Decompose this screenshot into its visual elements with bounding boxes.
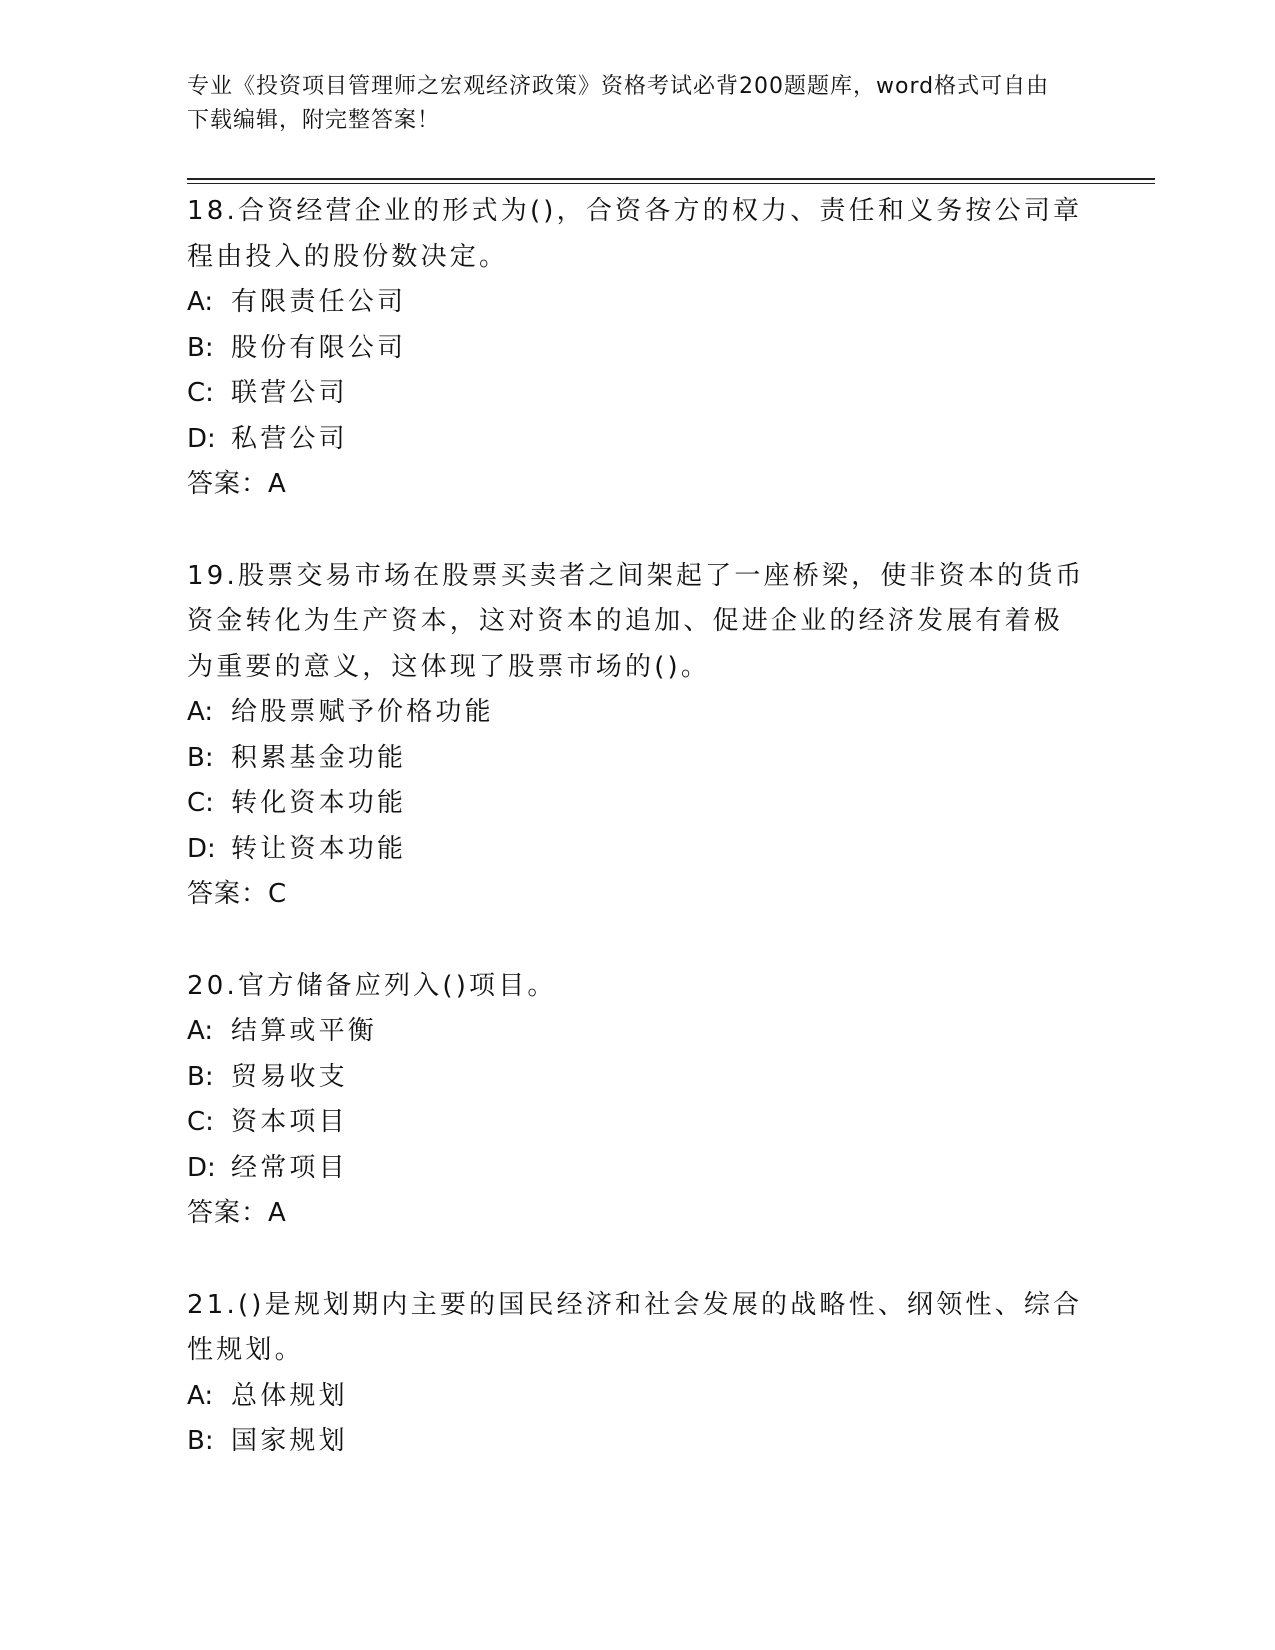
option-a bbox=[187, 1009, 1087, 1055]
option-a bbox=[187, 280, 1087, 326]
option-text: 转化资本功能 bbox=[231, 788, 407, 818]
option-text: 有限责任公司 bbox=[231, 287, 407, 317]
question-stem: 21.()是规划期内主要的国民经济和社会发展的战略性、纲领性、综合性规划。 bbox=[187, 1289, 1083, 1365]
question-21 bbox=[187, 1283, 1087, 1465]
option-text: 结算或平衡 bbox=[231, 1016, 378, 1046]
option-d bbox=[187, 1146, 1087, 1192]
option-b bbox=[187, 736, 1087, 782]
option-key: C: bbox=[187, 378, 214, 408]
option-a bbox=[187, 1374, 1087, 1420]
question-stem: 20.官方储备应列入()项目。 bbox=[187, 970, 557, 1001]
question-18 bbox=[187, 189, 1087, 508]
option-c bbox=[187, 371, 1087, 417]
option-key: C: bbox=[187, 1107, 214, 1137]
option-text: 给股票赋予价格功能 bbox=[231, 697, 494, 727]
question-stem: 19.股票交易市场在股票买卖者之间架起了一座桥梁，使非资本的货币资金转化为生产资本，这对资本的追加、促进企业的经济发展有着极为重要的意义，这体现了股票市场的()。 bbox=[187, 560, 1085, 682]
option-text: 积累基金功能 bbox=[231, 742, 407, 773]
option-text: 转让资本功能 bbox=[231, 833, 407, 864]
document-header: 专业《投资项目管理师之宏观经济政策》资格考试必背200题题库，word格式可自由下载编辑，附完整答案！ bbox=[187, 74, 1050, 133]
option-text: 私营公司 bbox=[231, 423, 348, 454]
option-key: B: bbox=[187, 1061, 214, 1092]
option-key: A: bbox=[187, 697, 214, 727]
option-b bbox=[187, 1419, 1087, 1465]
option-b bbox=[187, 326, 1087, 372]
option-key: A: bbox=[187, 1016, 214, 1046]
option-key: B: bbox=[187, 742, 214, 773]
option-text: 联营公司 bbox=[231, 378, 348, 408]
answer-line: 答案：A bbox=[187, 469, 287, 499]
option-key: D: bbox=[187, 833, 216, 864]
option-key: B: bbox=[187, 332, 214, 363]
option-text: 资本项目 bbox=[231, 1107, 348, 1137]
option-key: B: bbox=[187, 1426, 214, 1456]
option-key: C: bbox=[187, 788, 214, 818]
option-key: A: bbox=[187, 1380, 214, 1411]
question-20 bbox=[187, 964, 1087, 1237]
option-text: 贸易收支 bbox=[231, 1061, 348, 1092]
option-b bbox=[187, 1055, 1087, 1101]
option-c bbox=[187, 781, 1087, 827]
option-key: A: bbox=[187, 287, 214, 317]
option-text: 总体规划 bbox=[231, 1380, 348, 1411]
option-text: 股份有限公司 bbox=[231, 332, 407, 363]
option-a bbox=[187, 690, 1087, 736]
question-list bbox=[187, 189, 1087, 1511]
question-19 bbox=[187, 554, 1087, 918]
option-key: D: bbox=[187, 1152, 216, 1183]
option-text: 国家规划 bbox=[231, 1426, 348, 1456]
option-d bbox=[187, 417, 1087, 463]
question-stem: 18.合资经营企业的形式为()，合资各方的权力、责任和义务按公司章程由投入的股份数决定。 bbox=[187, 196, 1083, 272]
option-text: 经常项目 bbox=[231, 1152, 348, 1183]
answer-line: 答案：A bbox=[187, 1198, 287, 1228]
header-divider bbox=[187, 178, 1155, 184]
option-c bbox=[187, 1100, 1087, 1146]
option-key: D: bbox=[187, 423, 216, 454]
option-d bbox=[187, 827, 1087, 873]
answer-line: 答案：C bbox=[187, 879, 288, 909]
